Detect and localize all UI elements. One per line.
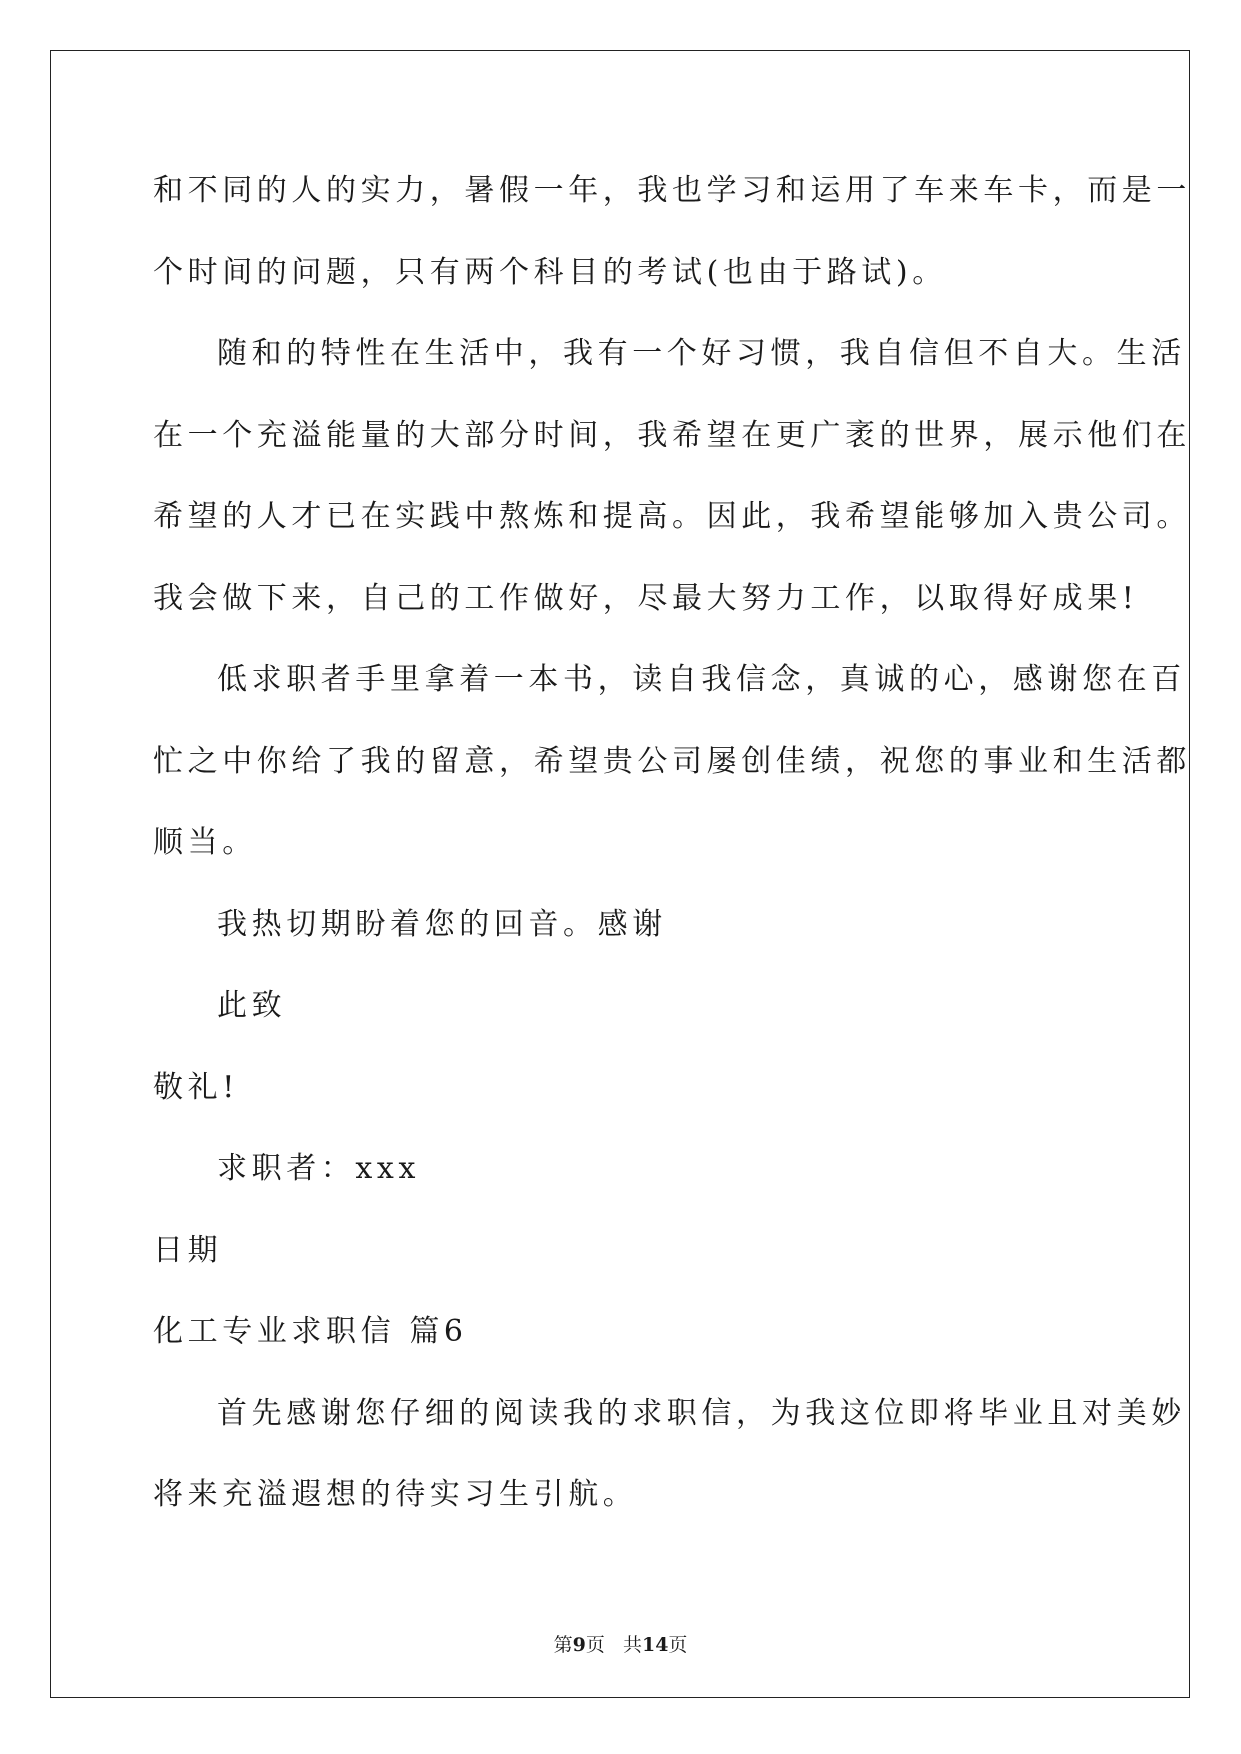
footer-prefix: 第 xyxy=(553,1634,573,1656)
footer-page-word: 页 xyxy=(585,1634,605,1656)
text-line: 低求职者手里拿着一本书，读自我信念，真诚的心，感谢您在百 xyxy=(217,662,1186,697)
total-pages-number: 14 xyxy=(641,1634,669,1656)
text-line: 忙之中你给了我的留意，希望贵公司屡创佳绩，祝您的事业和生活都 xyxy=(153,743,1191,779)
footer-total-word: 页 xyxy=(668,1634,688,1656)
document-body xyxy=(153,150,1191,1536)
signature-line: 求职者：xxx xyxy=(217,1151,420,1186)
salutation-line: 敬礼! xyxy=(153,1069,239,1105)
section-heading: 化工专业求职信 篇6 xyxy=(153,1314,468,1349)
footer-total-prefix: 共 xyxy=(622,1634,642,1656)
date-line: 日期 xyxy=(153,1232,223,1268)
text-line: 我会做下来，自己的工作做好，尽最大努力工作，以取得好成果! xyxy=(153,580,1139,616)
text-line: 在一个充溢能量的大部分时间，我希望在更广袤的世界，展示他们在 xyxy=(153,417,1191,453)
text-line: 顺当。 xyxy=(153,825,257,860)
text-line: 个时间的问题，只有两个科目的考试(也由于路试)。 xyxy=(153,254,947,290)
closing-line: 我热切期盼着您的回音。感谢 xyxy=(217,906,667,942)
text-line: 和不同的人的实力，暑假一年，我也学习和运用了车来车卡，而是一 xyxy=(153,173,1191,208)
current-page-number: 9 xyxy=(572,1634,586,1656)
text-line: 希望的人才已在实践中熬炼和提高。因此，我希望能够加入贵公司。 xyxy=(153,499,1191,534)
page-footer xyxy=(0,1633,1241,1657)
text-line: 随和的特性在生活中，我有一个好习惯，我自信但不自大。生活 xyxy=(217,336,1186,371)
text-line: 将来充溢遐想的待实习生引航。 xyxy=(153,1477,638,1512)
text-line: 首先感谢您仔细的阅读我的求职信，为我这位即将毕业且对美妙 xyxy=(217,1395,1186,1431)
salutation-line: 此致 xyxy=(217,988,287,1023)
